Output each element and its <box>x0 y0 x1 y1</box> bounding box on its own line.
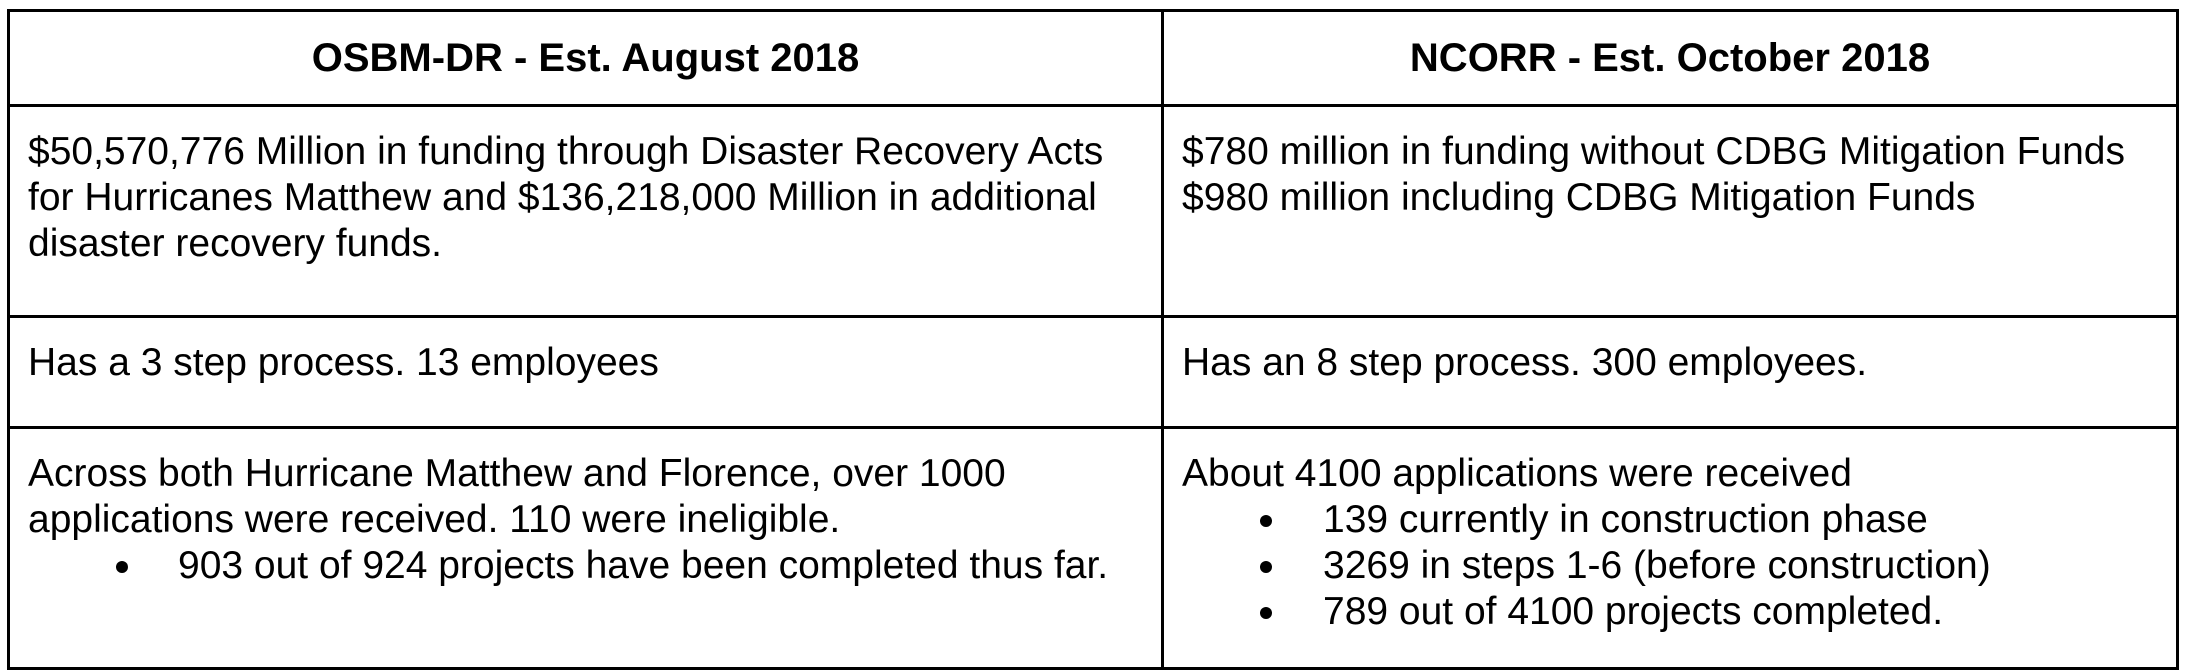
list-item <box>1182 543 2176 589</box>
list-item <box>28 543 1161 589</box>
bullet-icon <box>1260 607 1272 619</box>
funding-osbm-dr-cell <box>9 106 1163 317</box>
funding-osbm-dr-line: for Hurricanes Matthew and $136,218,000 Million in additional <box>28 176 1097 219</box>
funding-row <box>9 106 2178 317</box>
list-item-text: 903 out of 924 projects have been completed thus far. <box>178 544 1109 587</box>
list-item <box>1182 497 2176 543</box>
applications-osbm-dr-line: Across both Hurricane Matthew and Florence, over 1000 <box>28 452 1006 495</box>
applications-ncorr-cell <box>1163 428 2178 669</box>
bullet-icon <box>116 561 128 573</box>
funding-osbm-dr-line: $50,570,776 Million in funding through Disaster Recovery Acts <box>28 130 1104 173</box>
list-item-text: 139 currently in construction phase <box>1323 498 1928 541</box>
process-ncorr-cell: Has an 8 step process. 300 employees. <box>1163 317 2178 428</box>
applications-osbm-dr-cell <box>9 428 1163 669</box>
funding-ncorr-line: $980 million including CDBG Mitigation Funds <box>1182 176 1976 219</box>
bullet-icon <box>1260 515 1272 527</box>
header-ncorr: NCORR - Est. October 2018 <box>1163 11 2178 106</box>
applications-osbm-dr-bullet-list <box>28 543 1161 589</box>
bullet-icon <box>1260 561 1272 573</box>
comparison-table <box>7 9 2179 670</box>
funding-ncorr-cell <box>1163 106 2178 317</box>
list-item <box>1182 589 2176 635</box>
applications-osbm-dr-line: applications were received. 110 were ineligible. <box>28 498 841 541</box>
applications-ncorr-bullet-list <box>1182 497 2176 635</box>
list-item-text: 3269 in steps 1-6 (before construction) <box>1323 544 1991 587</box>
list-item-text: 789 out of 4100 projects completed. <box>1323 590 1944 633</box>
process-row <box>9 317 2178 428</box>
funding-ncorr-line: $780 million in funding without CDBG Mitigation Funds <box>1182 130 2125 173</box>
header-row <box>9 11 2178 106</box>
header-osbm-dr: OSBM-DR - Est. August 2018 <box>9 11 1163 106</box>
applications-row <box>9 428 2178 669</box>
applications-ncorr-intro: About 4100 applications were received <box>1182 452 1852 495</box>
process-osbm-dr-cell: Has a 3 step process. 13 employees <box>9 317 1163 428</box>
funding-osbm-dr-line: disaster recovery funds. <box>28 222 443 265</box>
